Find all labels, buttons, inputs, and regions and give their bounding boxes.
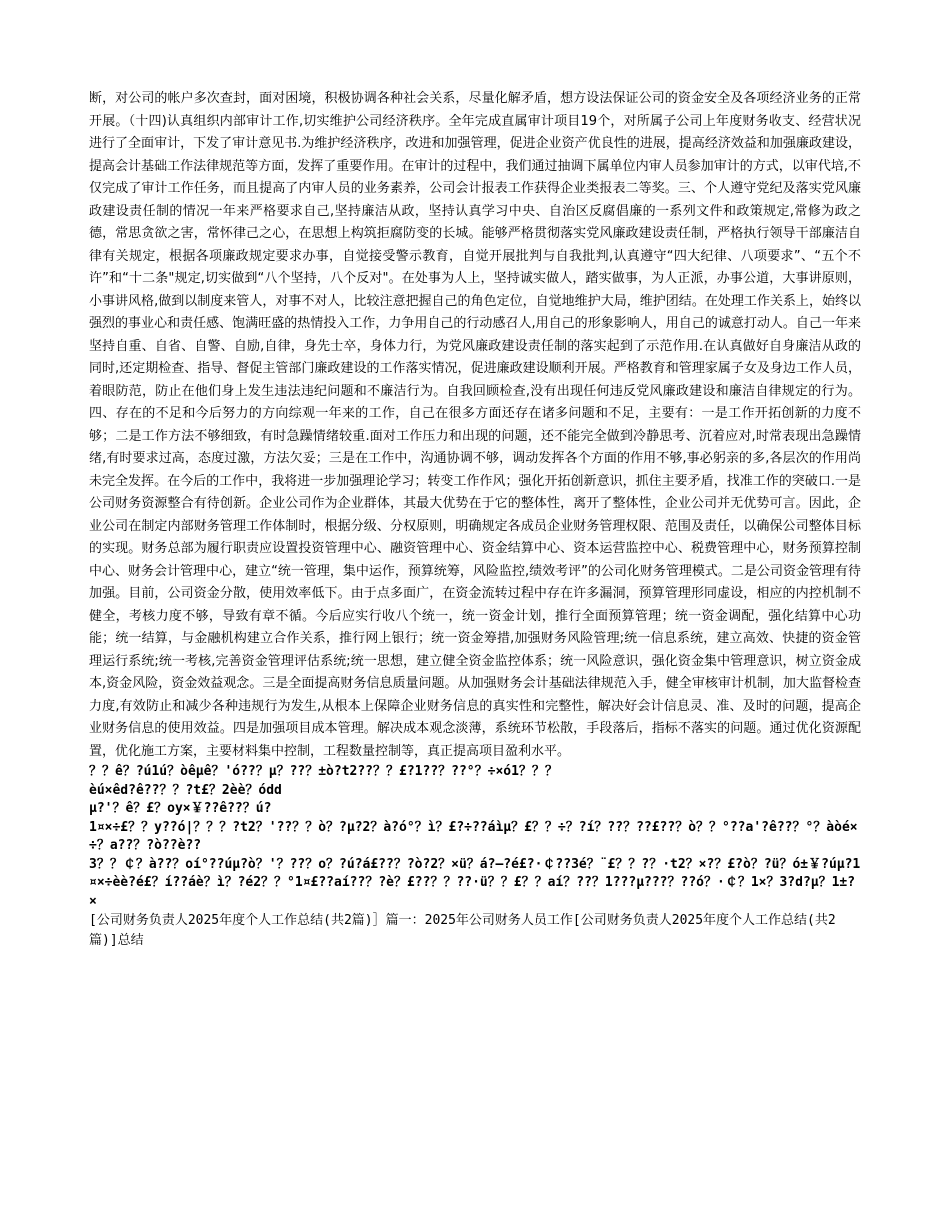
body-paragraph: 断，对公司的帐户多次查封，面对困境，积极协调各种社会关系，尽量化解矛盾，想方设法保证公司的资金安全及各项经济业务的正常开展。（十四)认真组织内部审计工作,切实维护公司经济秩序。全年完成直属审计项目19个，对所属子公司上年度财务收支、经营状况进行了全面审计，下发了审计意见书.为维护经济秩序，改进和加强管理，促进企业资产优良性的进展，提高经济效益和加强廉政建设，提高会计基础工作法律规范等方面，发挥了重要作用。在审计的过程中，我们通过抽调下属单位内审人员参加审计的方式，以审代培,不仅完成了审计工作任务，而且提高了内审人员的业务素养，公司会计报表工作获得企业类报表二等奖。三、个人遵守党纪及落实党风廉政建设责任制的情况一年来严格要求自己,坚持廉洁从政，坚持认真学习中央、自治区反腐倡廉的一系列文件和政策规定,常修为政之德，常思贪欲之害，常怀律己之心，在思想上构筑拒腐防变的长城。能够严格贯彻落实党风廉政建设责任制，严格执行领导干部廉洁自律有关规定，根据各项廉政规定要求办事，自觉接受警示教育，自觉开展批判与自我批判,认真遵守“四大纪律、八项要求”、“五个不许”和“十二条"规定,切实做到“八个坚持，八个反对"。在处事为人上，坚持诚实做人，踏实做事，为人正派，办事公道，大事讲原则，小事讲风格,做到以制度来管人，对事不对人，比较注意把握自己的角色定位，自觉地维护大局，维护团结。在处理工作关系上，始终以强烈的事业心和责任感、饱满旺盛的热情投入工作，力争用自己的行动感召人,用自己的形象影响人，用自己的诚意打动人。自己一年来坚持自重、自省、自警、自励,自律，身先士卒，身体力行，为党风廉政建设责任制的落实起到了示范作用.在认真做好自身廉洁从政的同时,还定期检查、指导、督促主管部门廉政建设的工作落实情况，促进廉政建设顺利开展。严格教育和管理家属子女及身边工作人员，着眼防范，防止在他们身上发生违法违纪问题和不廉洁行为。自我回顾检查,没有出现任何违反党风廉政建设和廉洁自律规定的行为。四、存在的不足和今后努力的方向综观一年来的工作，自己在很多方面还存在诸多问题和不足，主要有：一是工作开拓创新的力度不够；二是工作方法不够细致，有时急躁情绪较重.面对工作压力和出现的问题，还不能完全做到冷静思考、沉着应对,时常表现出急躁情绪,有时要求过高，态度过激，方法欠妥；三是在工作中，沟通协调不够，调动发挥各个方面的作用不够,事必躬亲的多,各层次的作用尚未完全发挥。在今后的工作中，我将进一步加强理论学习；转变工作作风；强化开拓创新意识，抓住主要矛盾，找准工作的突破口.一是公司财务资源整合有待创新。企业公司作为企业群体，其最大优势在于它的整体性，离开了整体性，企业公司并无优势可言。因此，企业公司在制定内部财务管理工作体制时，根据分级、分权原则，明确规定各成员企业财务管理权限、范围及责任，以确保公司整体目标的实现。财务总部为履行职责应设置投资管理中心、融资管理中心、资金结算中心、资本运营监控中心、税费管理中心，财务预算控制中心、财务会计管理中心，建立“统一管理，集中运作，预算统筹，风险监控,绩效考评”的公司化财务管理模式。二是公司资金管理有待加强。目前，公司资金分散，使用效率低下。由于点多面广，在资金流转过程中存在许多漏洞，预算管理形同虚设，相应的内控机制不健全，考核力度不够，导致有章不循。今后应实行收八个统一，统一资金计划，推行全面预算管理；统一资金调配，强化结算中心功能；统一结算，与金融机构建立合作关系，推行网上银行；统一资金筹措,加强财务风险管理;统一信息系统，建立高效、快捷的资金管理运行系统;统一考核,完善资金管理评估系统;统一思想，建立健全资金监控体系；统一风险意识，强化资金集中管理意识，树立资金成本,资金风险，资金效益观念。三是全面提高财务信息质量问题。从加强财务会计基础法律规范入手，健全审核审计机制，加大监督检查力度,有效防止和减少各种违规行为发生,从根本上保障企业财务信息的真实性和完整性，解决好会计信息灵、准、及时的问题，提高企业财务信息的使用效益。四是加强项目成本管理。解决成本观念淡薄，系统环节松散，手段落后，指标不落实的问题。通过优化资源配置，优化施工方案，主要材料集中控制，工程数量控制等，真正提高项目盈利水平。 — [89, 91, 861, 759]
garbled-line: èú×êd?ê??？？?t£？2èè？ódd — [89, 782, 282, 798]
garbled-line: ？？ê？?ú1ú？òêμê？'ó??？μ？??？±ò?t2??？？£?1??？??°？÷×ó1？？？ — [89, 764, 558, 779]
garbled-text-block — [89, 763, 861, 911]
document-page — [89, 88, 861, 951]
garbled-line: μ?'？ê？£？oy×￥??ê??？ú? — [89, 801, 272, 816]
garbled-line: 1¤×÷£？？y??ó|？？？?t2？'??？？ò？?μ?2？à?ó°？ì？£?÷??áìμ？£？？÷？?í？??？??£??？ò？？°??a'?ê??？°？àòé×÷？a??？?ò??è?? — [89, 819, 858, 853]
garbled-line: 3？？￠？à??？oí°??úμ?ò？'？??？o？?ú?á£??？?ò?2？×ü？á?—?é£?·￠??3é？¨£？？?？·t2？×?？£?ò？?ü？ó±￥?úμ?1¤×÷èè?é£？í??áè？ì？?é2？？°1¤£??aí??？?è？£??？？??·ü？？£？？aí？??？1???μ???？??ó？·￠？1×？3?d?μ？1±?× — [89, 856, 861, 909]
document-footer-title: [公司财务负责人2025年度个人工作总结(共2篇)］篇一：2025年公司财务人员工作[公司财务负责人2025年度个人工作总结(共2篇)]总结 — [89, 913, 836, 948]
